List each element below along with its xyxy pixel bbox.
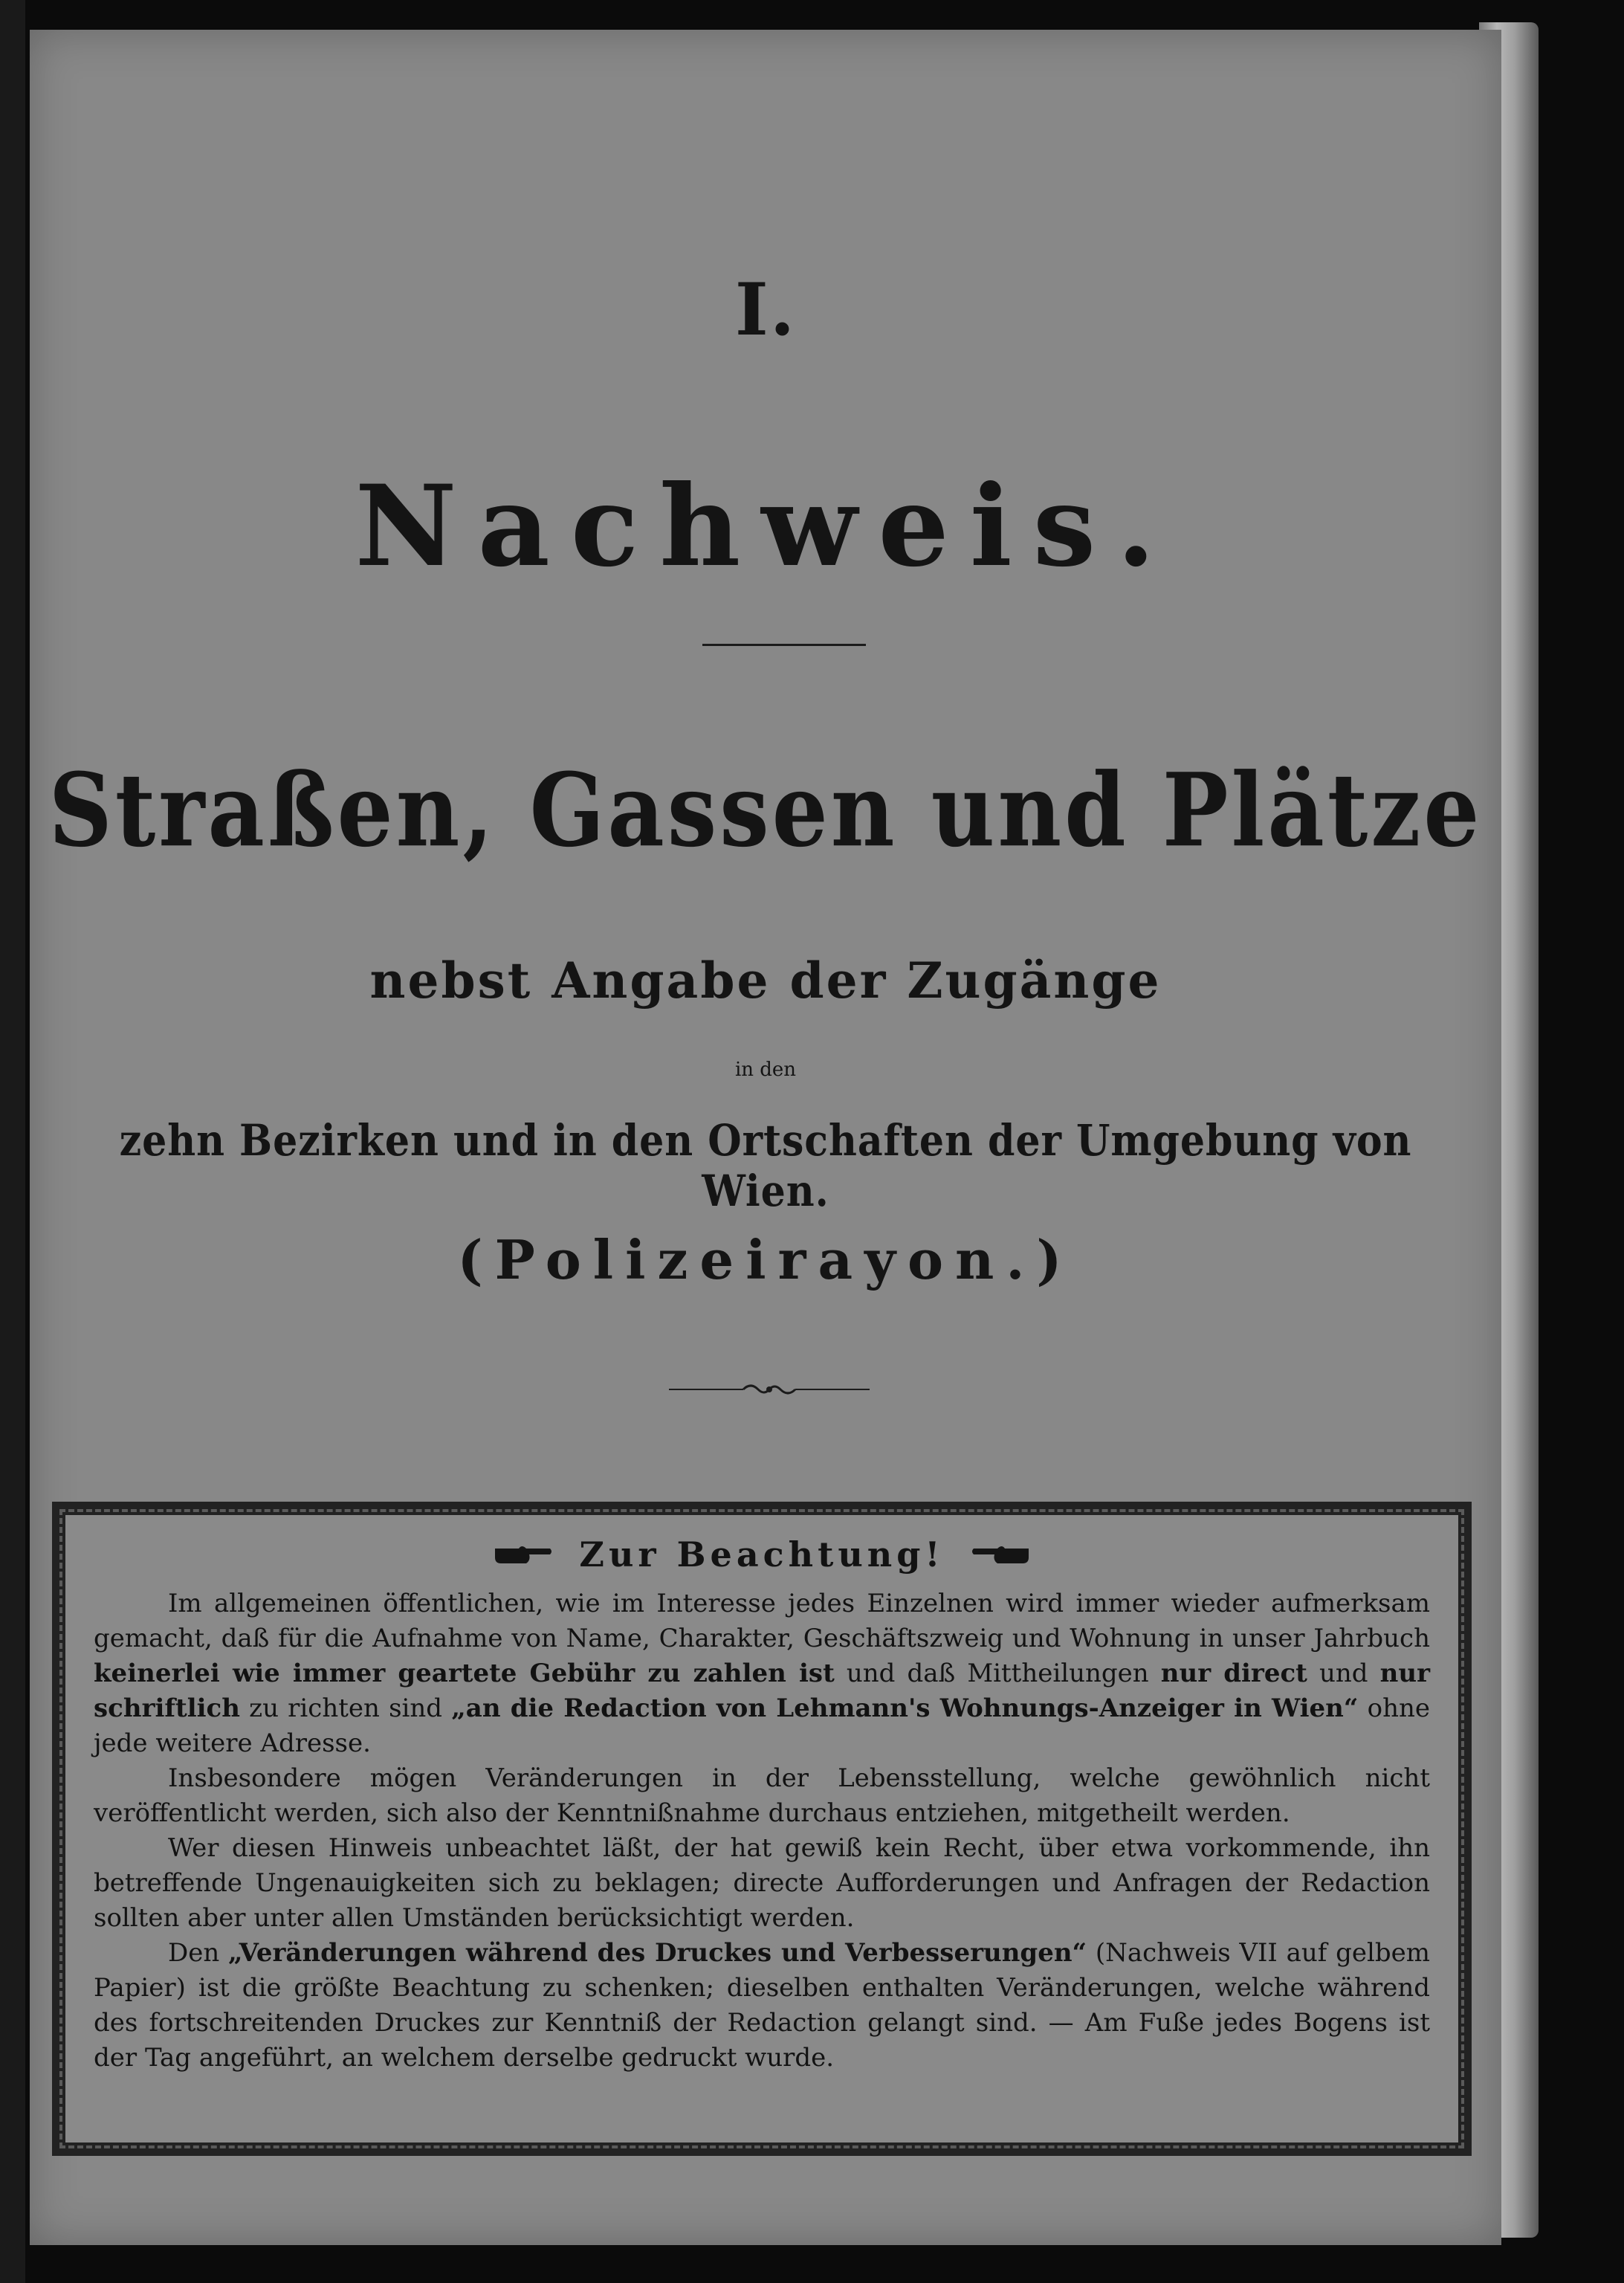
notice-title: Zur Beachtung! — [579, 1534, 945, 1575]
notice-paragraph-3: Wer diesen Hinweis unbeachtet läßt, der hat gewiß kein Recht, über etwa vorkommende, ihn betreffende Ungenauigkeiten sich zu beklagen; directe Aufforderungen und Anfragen der Redaction sollten aber unter allen Umständen berücksichtigt werden. — [94, 1833, 1430, 1933]
parenthetical-note: (Polizeirayon.) — [457, 1228, 1074, 1291]
title-rule — [702, 644, 866, 646]
subtitle-2: zehn Bezirken und in den Ortschaften der Umgebung von Wien. — [119, 1115, 1412, 1216]
ornament-divider-icon — [669, 1378, 870, 1401]
pointing-hand-left-icon — [971, 1541, 1030, 1568]
pointing-hand-right-icon — [494, 1541, 553, 1568]
connector-text: in den — [734, 1059, 797, 1081]
notice-paragraph-4: Den „Veränderungen während des Druckes und Verbesserungen“ (Nachweis VII auf gelbem Papier) ist die größte Beachtung zu schenken; dieselben enthalten Veränderungen, welche während des fortschreitenden Druckes zur Kenntniß der Redaction gelangt sind. — Am Fuße jedes Bogens ist der Tag angeführt, an welchem derselbe gedruckt wurde. — [94, 1938, 1430, 2073]
notice-content — [94, 1534, 1430, 2128]
adjacent-page-strip — [0, 0, 25, 2283]
section-numeral: I. — [734, 268, 797, 352]
notice-paragraph-2: Insbesondere mögen Veränderungen in der Lebensstellung, welche gewöhnlich nicht veröffentlicht werden, sich also der Kenntnißnahme durchaus entziehen, mitgetheilt werden. — [94, 1763, 1430, 1828]
document-page — [30, 30, 1501, 2245]
notice-box — [52, 1502, 1472, 2156]
notice-paragraph-1: Im allgemeinen öffentlichen, wie im Interesse jedes Einzelnen wird immer wieder aufmerksam gemacht, daß für die Aufnahme von Name, Charakter, Geschäftszweig und Wohnung in unser Jahrbuch keinerlei wie immer geartete Gebühr zu zahlen ist und daß Mittheilungen nur direct und nur schriftlich zu richten sind „an die Redaction von Lehmann's Wohnungs-Anzeiger in Wien“ ohne jede weitere Adresse. — [94, 1589, 1430, 1758]
headline: Straßen, Gassen und Plätze — [48, 750, 1483, 870]
notice-title-row — [94, 1534, 1430, 1586]
subtitle-1: nebst Angabe der Zugänge — [369, 952, 1162, 1010]
section-title: Nachweis. — [355, 461, 1177, 592]
